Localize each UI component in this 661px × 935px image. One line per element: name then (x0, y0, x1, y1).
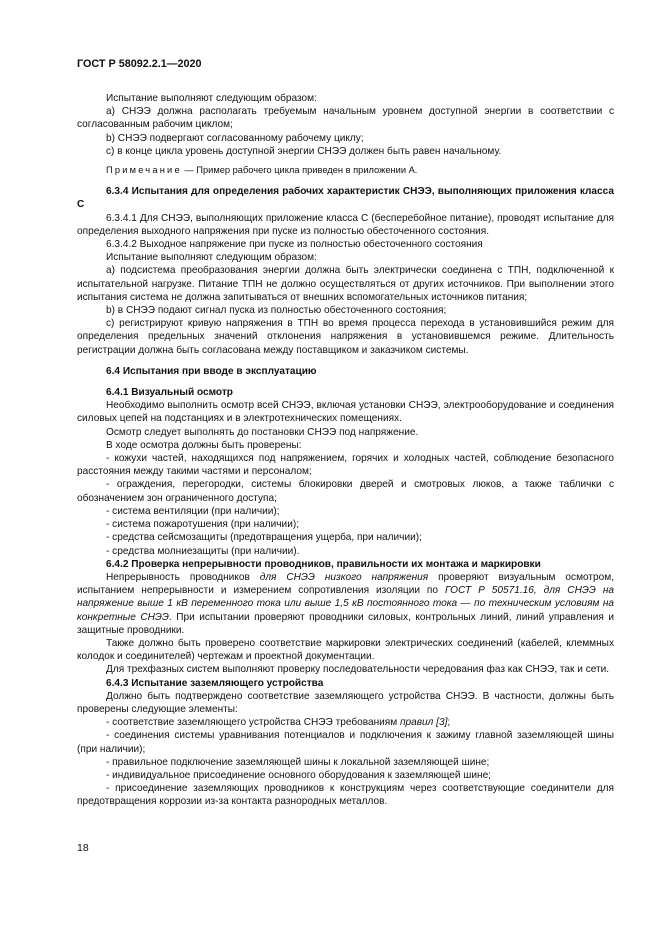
para-6-4-2-1 (77, 571, 614, 637)
para-6-3-4-2: 6.3.4.2 Выходное напряжение при пуске из полностью обесточенного состояния (106, 239, 483, 251)
text-run: Непрерывность проводников (106, 571, 260, 583)
intro-item-a: а) СНЭЭ должна располагать требуемым начальным уровнем доступной энергии в соответствии с согласованным рабочим циклом; (77, 106, 614, 131)
para-6-3-4-item-a: а) подсистема преобразования энергии должна быть электрически соединена с ТПН, подключенной к испытательной нагрузке. Питание ТПН не должно осуществляться от других источников. При выполнении этого испытания система не должна запитываться от внешних вспомогательных источников питания; (77, 265, 614, 303)
para-6-3-4-lead: Испытание выполняют следующим образом: (106, 252, 317, 264)
intro-item-b: b) СНЭЭ подвергают согласованному рабочему циклу; (106, 132, 364, 144)
list-item: - индивидуальное присоединение основного оборудования к заземляющей шине; (106, 769, 491, 781)
page-body (77, 92, 614, 809)
list-item: - правильное подключение заземляющей шины к локальной заземляющей шине; (106, 756, 490, 768)
note (77, 164, 614, 177)
para-6-4-1-3: В ходе осмотра должны быть проверены: (106, 439, 302, 451)
heading-6-3-4: 6.3.4 Испытания для определения рабочих характеристик СНЭЭ, выполняющих приложения класса С (77, 186, 614, 211)
para-6-4-3-1: Должно быть подтверждено соответствие заземляющего устройства СНЭЭ. В частности, должны быть проверены следующие элементы: (77, 690, 614, 715)
text-run: проверяют визуальным осмотром, испытанием непрерывности и измерением сопротивления изоляции по (77, 571, 614, 597)
list-item: - система вентиляции (при наличии); (106, 505, 280, 517)
intro-item-c: с) в конце цикла уровень доступной энергии СНЭЭ должен быть равен начальному. (106, 145, 502, 157)
para-6-3-4-1: 6.3.4.1 Для СНЭЭ, выполняющих приложение класса С (бесперебойное питание), проводят испытание для определения выходного напряжения при пуске из полностью обесточенного состояния. (77, 212, 614, 237)
note-text: — Пример рабочего цикла приведен в приложении А. (181, 165, 418, 176)
para-6-4-1-1: Необходимо выполнить осмотр всей СНЭЭ, включая установки СНЭЭ, электрооборудование и соединения силовых цепей на подстанциях и в электротехнических помещениях. (77, 400, 614, 425)
list-item: - ограждения, перегородки, системы блокировки дверей и смотровых люков, а также таблички с обозначением зон ограниченного доступа; (77, 479, 614, 504)
text-run-italic: для СНЭЭ низкого напряжения (259, 571, 429, 583)
intro-lead: Испытание выполняют следующим образом: (106, 93, 317, 104)
list-item: - средства молниезащиты (при наличии). (106, 545, 300, 557)
standard-reference: ГОСТ Р 50571.16, для СНЭЭ на напряжение выше 1 кВ переменного тока или выше 1,5 кВ постоянного тока — по техническим условиям на конкретные СНЭЭ (77, 585, 615, 623)
para-6-4-1-2: Осмотр следует выполнять до постановки СНЭЭ под напряжение. (106, 426, 419, 438)
text-run: ; (447, 717, 451, 729)
list-item: - присоединение заземляющих проводников к конструкциям через соответствующие соединители для предотвращения коррозии из-за контакта разнородных металлов. (77, 783, 614, 808)
list-item: - кожухи частей, находящихся под напряжением, горячих и холодных частей, соблюдение безопасного расстояния между такими частями и персоналом; (77, 453, 614, 478)
heading-6-4-3: 6.4.3 Испытание заземляющего устройства (106, 677, 324, 689)
heading-6-4-1: 6.4.1 Визуальный осмотр (106, 387, 233, 399)
para-6-4-2-2: Также должно быть проверено соответствие маркировки электрических соединений (кабелей, клеммных колодок и соединителей) чертежам и проектной документации. (77, 637, 614, 663)
page-header: ГОСТ Р 58092.2.1—2020 (77, 58, 202, 70)
list-item: - соединения системы уравнивания потенциалов и подключения к зажиму главной заземляющей шины (при наличии); (77, 730, 614, 755)
rules-reference: правил [3] (400, 717, 448, 729)
para-6-4-2-3: Для трехфазных систем выполняют проверку последовательности чередования фаз как СНЭЭ, так и сети. (106, 664, 610, 676)
text-run: . При испытании проверяют проводники силовых, контрольных линий, линий управления и защитные проводники. (77, 611, 614, 636)
list-item: - средства сейсмозащиты (предотвращения ущерба, при наличии); (106, 532, 422, 544)
page-number: 18 (77, 842, 89, 854)
list-item: - система пожаротушения (при наличии); (106, 519, 299, 531)
list-item (77, 716, 614, 729)
heading-6-4: 6.4 Испытания при вводе в эксплуатацию (106, 365, 317, 377)
text-run: - соответствие заземляющего устройства СНЭЭ требованиям (106, 717, 400, 729)
note-label: Примечание (106, 165, 182, 176)
para-6-3-4-item-b: b) в СНЭЭ подают сигнал пуска из полностью обесточенного состояния; (106, 305, 447, 317)
para-6-3-4-item-c: с) регистрируют кривую напряжения в ТПН во время процесса перехода в установившийся режим для определения предельных значений отклонения напряжения в установившемся режиме. Длительность регистрации должна быть согласована между поставщиком и заказчиком системы. (77, 318, 614, 356)
heading-6-4-2: 6.4.2 Проверка непрерывности проводников, правильности их монтажа и маркировки (106, 558, 541, 570)
